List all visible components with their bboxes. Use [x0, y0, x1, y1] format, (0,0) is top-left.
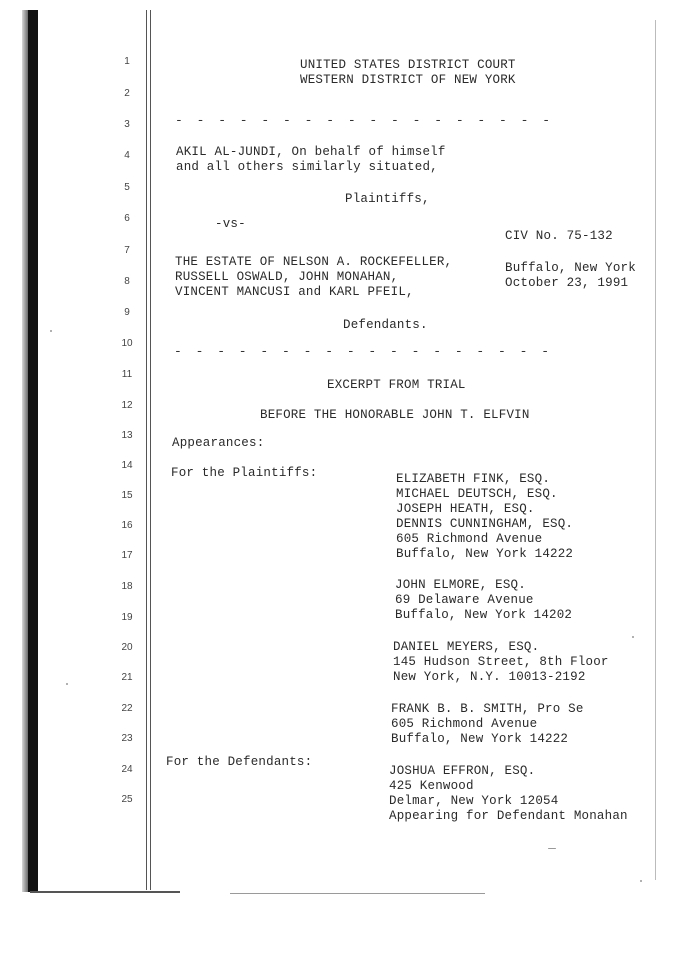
line-number: 14	[121, 460, 133, 471]
court-district: WESTERN DISTRICT OF NEW YORK	[300, 73, 516, 87]
attorney-address: 145 Hudson Street, 8th Floor	[393, 655, 609, 669]
line-number: 2	[124, 88, 130, 99]
scan-speck	[50, 330, 52, 332]
attorney-name: JOHN ELMORE, ESQ.	[395, 578, 526, 592]
line-number: 12	[121, 400, 133, 411]
line-number: 16	[121, 520, 133, 531]
line-number: 13	[121, 430, 133, 441]
versus-label: -vs-	[215, 217, 246, 231]
plaintiffs-role: Plaintiffs,	[345, 192, 430, 206]
location: Buffalo, New York	[505, 261, 636, 275]
attorney-name: DANIEL MEYERS, ESQ.	[393, 640, 540, 654]
attorney-name: JOSEPH HEATH, ESQ.	[396, 502, 535, 516]
plaintiff-name: AKIL AL-JUNDI, On behalf of himself	[176, 145, 446, 159]
line-number: 4	[124, 150, 130, 161]
attorney-address: 69 Delaware Avenue	[395, 593, 534, 607]
line-number: 23	[121, 733, 133, 744]
scan-speck	[640, 880, 642, 882]
separator-top: - - - - - - - - - - - - - - - - - -	[175, 113, 554, 128]
case-number: CIV No. 75-132	[505, 229, 613, 243]
line-number: 5	[124, 182, 130, 193]
margin-rule-right	[150, 10, 151, 890]
defendant-line-3: VINCENT MANCUSI and KARL PFEIL,	[175, 285, 414, 299]
before-judge: BEFORE THE HONORABLE JOHN T. ELFVIN	[260, 408, 530, 422]
defendant-line-2: RUSSELL OSWALD, JOHN MONAHAN,	[175, 270, 399, 284]
line-number: 20	[121, 642, 133, 653]
attorney-address: 605 Richmond Avenue	[391, 717, 538, 731]
line-number: 1	[124, 56, 130, 67]
line-number: 21	[121, 672, 133, 683]
scan-speck	[632, 636, 634, 638]
line-number: 10	[121, 338, 133, 349]
attorney-name: JOSHUA EFFRON, ESQ.	[389, 764, 536, 778]
defendants-role: Defendants.	[343, 318, 428, 332]
line-number: 3	[124, 119, 130, 130]
plaintiffs-counsel-label: For the Plaintiffs:	[171, 466, 318, 480]
line-number: 6	[124, 213, 130, 224]
scan-speck	[548, 848, 556, 849]
attorney-address: Buffalo, New York 14222	[391, 732, 569, 746]
excerpt-title: EXCERPT FROM TRIAL	[327, 378, 466, 392]
attorney-address: Delmar, New York 12054	[389, 794, 559, 808]
line-number: 17	[121, 550, 133, 561]
appearances-heading: Appearances:	[172, 436, 265, 450]
attorney-address: 425 Kenwood	[389, 779, 474, 793]
line-number: 11	[121, 369, 133, 380]
line-number: 9	[124, 307, 130, 318]
defendants-counsel-label: For the Defendants:	[166, 755, 313, 769]
defendant-line-1: THE ESTATE OF NELSON A. ROCKEFELLER,	[175, 255, 453, 269]
right-margin-rule	[655, 20, 656, 880]
line-number: 19	[121, 612, 133, 623]
line-number: 25	[121, 794, 133, 805]
scan-edge	[28, 10, 38, 892]
court-name: UNITED STATES DISTRICT COURT	[300, 58, 516, 72]
bottom-rule	[30, 891, 180, 893]
attorney-name: FRANK B. B. SMITH, Pro Se	[391, 702, 584, 716]
line-number: 7	[124, 245, 130, 256]
attorney-address: New York, N.Y. 10013-2192	[393, 670, 586, 684]
attorney-name: ELIZABETH FINK, ESQ.	[396, 472, 551, 486]
attorney-address: 605 Richmond Avenue	[396, 532, 543, 546]
line-number: 18	[121, 581, 133, 592]
appearing-for: Appearing for Defendant Monahan	[389, 809, 628, 823]
attorney-address: Buffalo, New York 14202	[395, 608, 573, 622]
attorney-name: MICHAEL DEUTSCH, ESQ.	[396, 487, 558, 501]
line-number: 24	[121, 764, 133, 775]
margin-rule-left	[146, 10, 147, 890]
attorney-name: DENNIS CUNNINGHAM, ESQ.	[396, 517, 574, 531]
attorney-address: Buffalo, New York 14222	[396, 547, 574, 561]
line-number: 15	[121, 490, 133, 501]
plaintiff-class: and all others similarly situated,	[176, 160, 438, 174]
date: October 23, 1991	[505, 276, 629, 290]
bottom-rule-faint	[230, 893, 485, 894]
separator-bottom: - - - - - - - - - - - - - - - - - -	[174, 344, 553, 359]
line-number: 8	[124, 276, 130, 287]
line-number: 22	[121, 703, 133, 714]
scan-speck	[66, 683, 68, 685]
